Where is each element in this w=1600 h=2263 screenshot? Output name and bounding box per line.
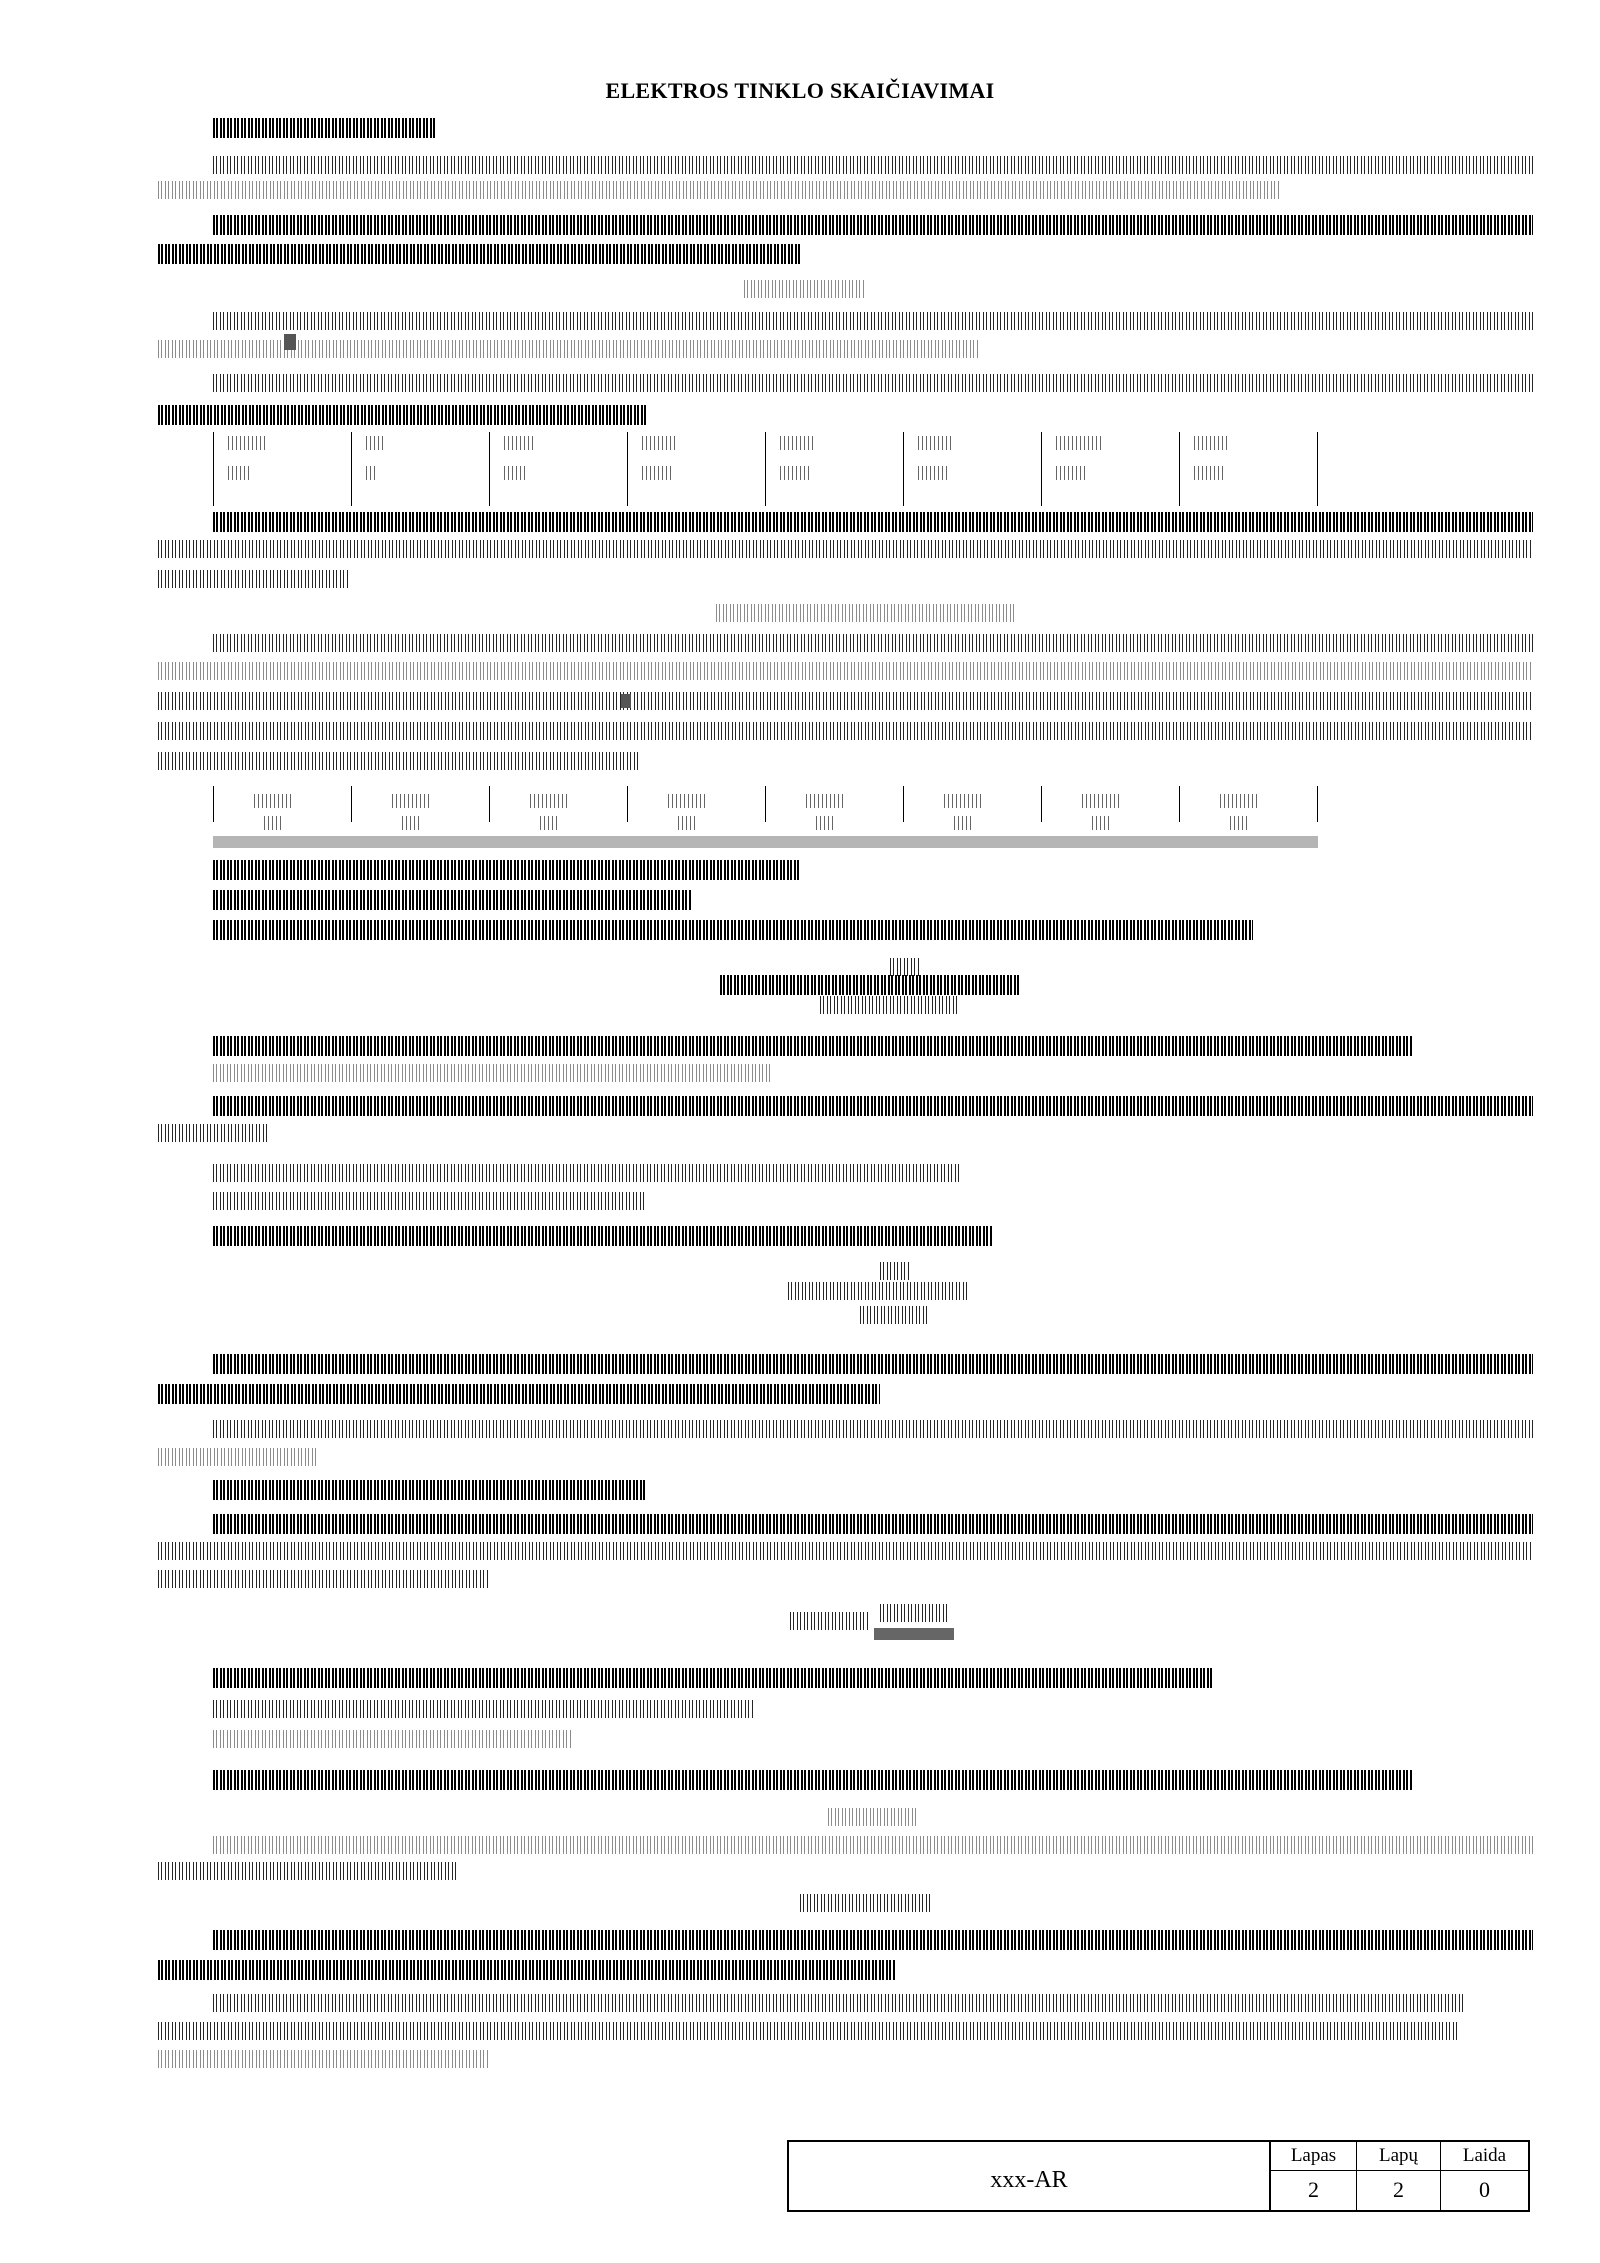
sheet-label: Lapas [1271, 2142, 1356, 2171]
title-block [787, 2140, 1530, 2212]
sheet-column [1271, 2142, 1357, 2210]
table-2 [213, 786, 1318, 822]
sheets-value: 2 [1393, 2177, 1404, 2202]
document-code: xxx-AR [789, 2142, 1271, 2210]
page-title: ELEKTROS TINKLO SKAIČIAVIMAI [605, 78, 995, 103]
sheet-value: 2 [1308, 2177, 1319, 2202]
edition-value: 0 [1479, 2177, 1490, 2202]
edition-label: Laida [1441, 2142, 1528, 2171]
sheets-label: Lapų [1357, 2142, 1440, 2171]
sheets-column [1357, 2142, 1441, 2210]
table-1 [213, 432, 1318, 506]
table-2-band [213, 836, 1318, 848]
edition-column [1441, 2142, 1528, 2210]
